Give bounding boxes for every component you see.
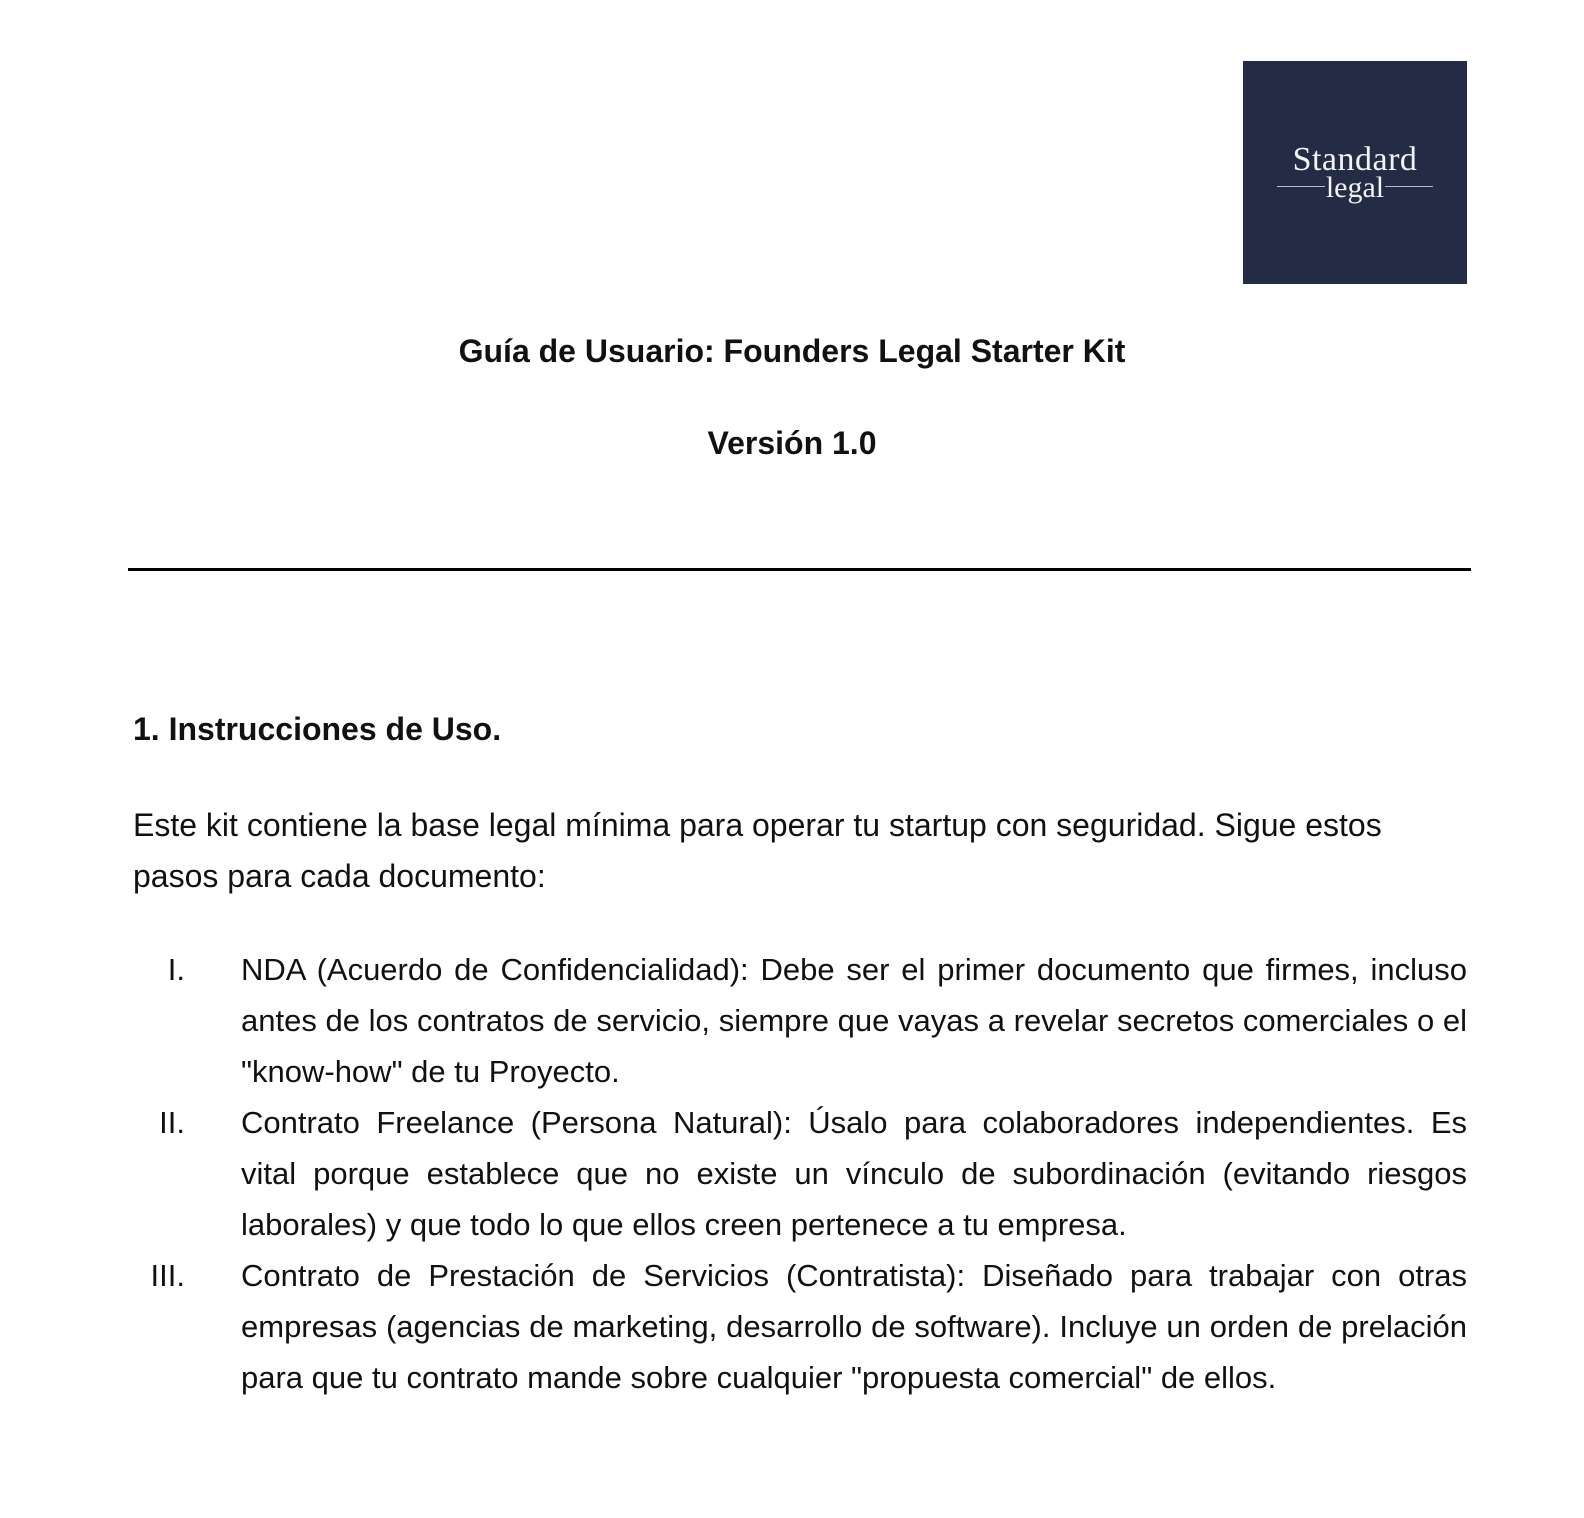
logo-wordmark-legal: legal	[1325, 171, 1385, 204]
list-numeral: II.	[159, 1105, 185, 1140]
document-version: Versión 1.0	[707, 425, 877, 461]
list-item	[133, 1250, 1467, 1403]
list-numeral: III.	[150, 1258, 185, 1293]
horizontal-divider	[128, 568, 1471, 571]
standard-legal-logo	[1243, 61, 1467, 284]
logo-wordmark-standard: Standard	[1292, 141, 1418, 178]
list-numeral: I.	[167, 952, 185, 987]
section-heading: 1. Instrucciones de Uso.	[133, 711, 502, 747]
list-item-text: Contrato Freelance (Persona Natural): Úsalo para colaboradores independientes. Es vital porque establece que no existe un vínculo de subordinación (evitando riesgos laborales) y que todo lo que ellos creen pertenece a tu empresa.	[241, 1105, 1467, 1242]
list-item	[133, 1097, 1467, 1250]
document-title: Guía de Usuario: Founders Legal Starter Kit	[458, 333, 1126, 369]
list-item-text: Contrato de Prestación de Servicios (Contratista): Diseñado para trabajar con otras empresas (agencias de marketing, desarrollo de software). Incluye un orden de prelación para que tu contrato mande sobre cualquier "propuesta comercial" de ellos.	[241, 1258, 1467, 1395]
list-item-text: NDA (Acuerdo de Confidencialidad): Debe ser el primer documento que firmes, incluso antes de los contratos de servicio, siempre que vayas a revelar secretos comerciales o el "know-how" de tu Proyecto.	[241, 952, 1467, 1089]
section-intro-paragraph: Este kit contiene la base legal mínima para operar tu startup con seguridad. Sigue estos pasos para cada documento:	[133, 807, 1382, 894]
list-item	[133, 944, 1467, 1097]
instructions-list	[133, 944, 1467, 1403]
